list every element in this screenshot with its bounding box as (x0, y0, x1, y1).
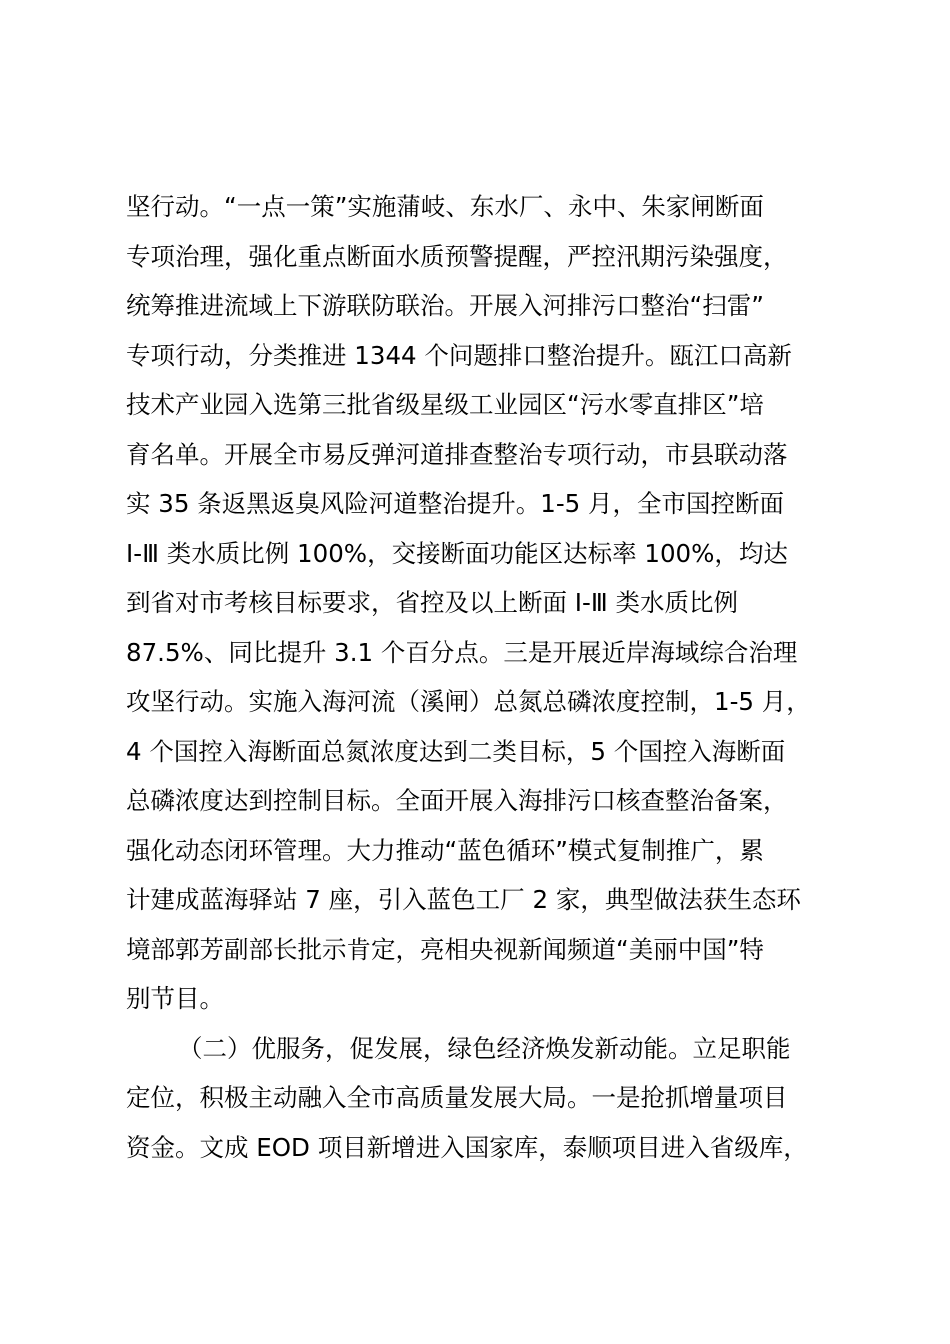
text-line: 资金。文成 EOD 项目新增进入国家库，泰顺项目进入省级库， (126, 1132, 808, 1162)
text-line: 87.5%、同比提升 3.1 个百分点。三是开展近岸海域综合治理 (126, 637, 798, 667)
text-line: 技术产业园入选第三批省级星级工业园区“污水零直排区”培 (126, 390, 764, 419)
text-line: 别节目。 (126, 984, 224, 1013)
text-line: 到省对市考核目标要求，省控及以上断面 Ⅰ-Ⅲ 类水质比例 (126, 588, 739, 617)
document-body (126, 182, 866, 1172)
text-line: 专项治理，强化重点断面水质预警提醒，严控汛期污染强度， (126, 241, 788, 271)
text-line: 统筹推进流域上下游联防联治。开展入河排污口整治“扫雷” (126, 291, 764, 320)
text-line: 总磷浓度达到控制目标。全面开展入海排污口核查整治备案， (126, 786, 788, 815)
text-line: 攻坚行动。实施入海河流（溪闸）总氮总磷浓度控制，1-5 月， (126, 687, 811, 716)
text-line: 实 35 条返黑返臭风险河道整治提升。1-5 月，全市国控断面 (126, 489, 785, 518)
text-line: 强化动态闭环管理。大力推动“蓝色循环”模式复制推广，累 (126, 835, 764, 865)
text-line: 育名单。开展全市易反弹河道排查整治专项行动，市县联动落 (126, 439, 788, 469)
section-heading-line: （二）优服务，促发展，绿色经济焕发新动能。立足职能 (178, 1033, 791, 1063)
text-line: 境部郭芳副部长批示肯定，亮相央视新闻频道“美丽中国”特 (126, 934, 764, 964)
text-line: 坚行动。“一点一策”实施蒲岐、东水厂、永中、朱家闸断面 (126, 192, 764, 221)
text-line: 专项行动，分类推进 1344 个问题排口整治提升。瓯江口高新 (126, 340, 792, 370)
text-line: Ⅰ-Ⅲ 类水质比例 100%，交接断面功能区达标率 100%，均达 (126, 538, 788, 568)
text-line: 4 个国控入海断面总氮浓度达到二类目标，5 个国控入海断面 (126, 736, 786, 766)
text-line: 定位，积极主动融入全市高质量发展大局。一是抢抓增量项目 (126, 1083, 788, 1112)
text-line: 计建成蓝海驿站 7 座，引入蓝色工厂 2 家，典型做法获生态环 (126, 885, 801, 914)
